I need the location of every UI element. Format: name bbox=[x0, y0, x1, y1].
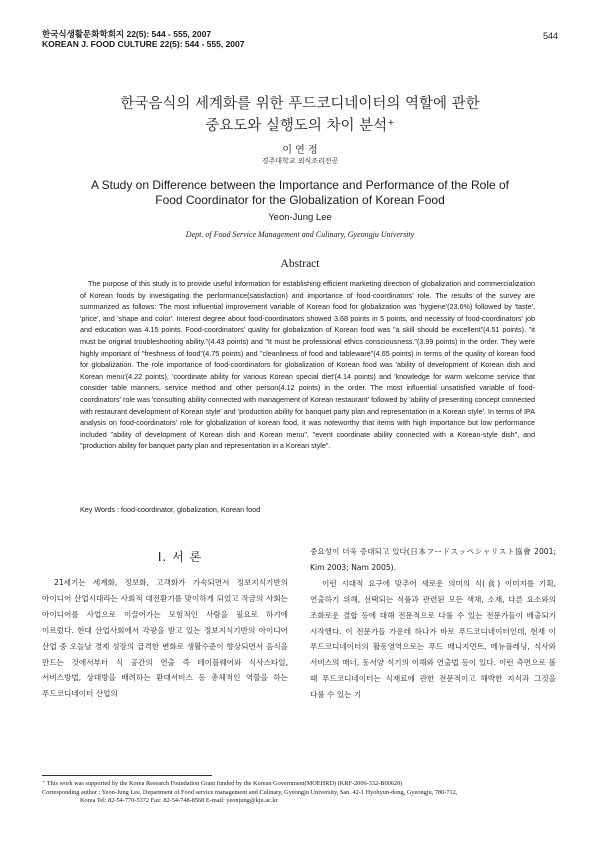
affiliation-korean: 경주대학교 외식조리전공 bbox=[261, 157, 339, 165]
intro-paragraph-2: 이런 시대적 요구에 맞추어 새로운 의미의 식(食) 이미지를 기획, 연출하기 위해, 선택되는 식품과 관련된 모든 색채, 소재, 다른 요소와의 조화로운 결합 등에 대해 전문적으로 다룰 수 있는 전문가들이 배출되기 시작했다. 이 전문가들 가운데 하나가 바로 푸드코디네이터인데, 현재 이 푸드코디네이터의 활동영역으로는 푸드 매니지먼트, 메뉴플레닝, 식사와 서비스의 매너, 동서양 식기의 이해와 연출법 등이 있다. 이런 측면으로 볼 때 푸드코디네이터는 식재료에 관한 전문적이고 해박한 지식과 그것을 다룰 수 있는 기 bbox=[310, 578, 556, 700]
title-english bbox=[70, 178, 530, 207]
journal-header-korean: 한국식생활문화학회지 22(5): 544 - 555, 2007 bbox=[42, 29, 212, 39]
intro-paragraph-continued: 중요성이 더욱 증대되고 있다(日本フードスッペシャリスト協會 2001; Kim 2003; Nam 2005). bbox=[310, 547, 556, 572]
title-korean bbox=[60, 93, 540, 137]
intro-paragraph-1: 21세기는 세계화, 정보화, 고객화가 가속되면서 정보지식기반의 아이디어 산업시대라는 사회적 대전환기를 맞이하게 되었고 작금의 사회는 아이디어를 사업으로 이끌어가는 모험적인 사람을 필요로 하기에 이르렀다. 현대 산업사회에서 각광을 받고 있는 정보지식기반의 아이디어 산업 중 오늘날 경제 성장의 급격한 변화로 생활수준이 향상되면서 음식을 만드는 것에서부터 식 공간의 연출 즉 테이블웨어와 식사스타일, 서비스방법, 상대방을 배려하는 환대서비스 등 총체적인 역할을 하는 푸드코디네이터 산업의 bbox=[42, 578, 288, 699]
footnotes bbox=[42, 780, 558, 806]
abstract-text: The purpose of this study is to provide useful information for establishing efficient marketing direction of globalization and commercialization of Korean foods by investigating the performance(satisfaction) and importance of food-coordinators' role. The results of the survey are summarized as follows: The most influential improvement variable of Korean food for globalization was 'hygiene'(23.6%) followed by 'taste', 'price', and 'shape and color'. Interest degree about food-coordinators showed 3.68 points in 5 points, and necessity of food-coordinators' job and education was 4.15 points. Food-coordinators' quality for globalization of Korean food was "a skill should be excellent"(4.51 points), "it must be original troubleshooting ability."(4.43 points) and "It must be professional ethics consciousness."(3.99 points) in the order. They were highly important of "freshness of food"(4.75 points) and "cleanliness of food and tableware"(4.65 points) in terms of the quality of korean food for globalization. The role importance of food-coordinators for globalization of Korean food was 'ability of development of Korean dish and Korean menu'(4.22 points), 'coordinate ability for various Korean special diet'(4.14 points) and 'knowledge for warm welcome service that consider table manners, service method and other person(4.12 points) in the order. The most influential unsatisfied variable of food-coordinators' role was 'consulting ability connected with management of Korean restaurant' followed by 'ability of presenting concept connected with restaurant development of Korean style' and 'production ability for banquet party plan and representation in a Korean style'. In terms of IPA analysis on food-coordinators' role for globalization of korean food, it was noteworthy that items with high importance but low performance included "ability of development of Korean dish and Korean menu", "event coordinate ability connected with a Korean-style dish", and "production ability for banquet party plan and representation in a Korean style". bbox=[80, 279, 535, 451]
abstract-heading: Abstract bbox=[280, 258, 320, 270]
title-korean-line1: 한국음식의 세계화를 위한 푸드코디네이터의 역할에 관한 bbox=[120, 96, 480, 112]
abstract-body bbox=[80, 278, 535, 452]
title-english-line1: A Study on Difference between the Importance and Performance of the Role of bbox=[90, 178, 510, 192]
keywords: Key Words : food-coordinator, globalization, Korean food bbox=[80, 505, 261, 514]
footnote-contact: Korea Tel: 82-54-770-5372 Fax: 82-54-748-8568 E-mail: yeonjung@kju.ac.kr bbox=[80, 797, 278, 805]
title-korean-line2: 중요도와 실행도의 차이 분석⁺ bbox=[205, 118, 395, 134]
footnote-rule bbox=[42, 775, 212, 776]
journal-header bbox=[42, 29, 245, 49]
left-column bbox=[42, 575, 288, 702]
author-korean: 이 연 정 bbox=[282, 145, 318, 156]
author-english: Yeon-Jung Lee bbox=[268, 212, 332, 223]
section-title-introduction: I. 서 론 bbox=[157, 550, 203, 564]
title-english-line2: Food Coordinator for the Globalization of Korean Food bbox=[155, 192, 445, 207]
journal-header-english: KOREAN J. FOOD CULTURE 22(5): 544 - 555, 2007 bbox=[42, 39, 245, 49]
affiliation-english: Dept. of Food Service Management and Culinary, Gyeongju University bbox=[185, 230, 415, 239]
right-column bbox=[310, 544, 556, 703]
page-number: 544 bbox=[542, 31, 558, 41]
footnote-funding: ⁺ This work was supported by the Korea Research Foundation Grant funded by the Korean Government(MOEHRD) (KRF-2006-332-B00620) bbox=[42, 780, 403, 787]
footnote-corresponding-author: Corresponding author : Yeon-Jung Lee, Department of Food service management and Culinary, Gyeongju University, San. 42-1 Hyohyun-dong, Gyeongju, 780-712, bbox=[42, 788, 458, 796]
